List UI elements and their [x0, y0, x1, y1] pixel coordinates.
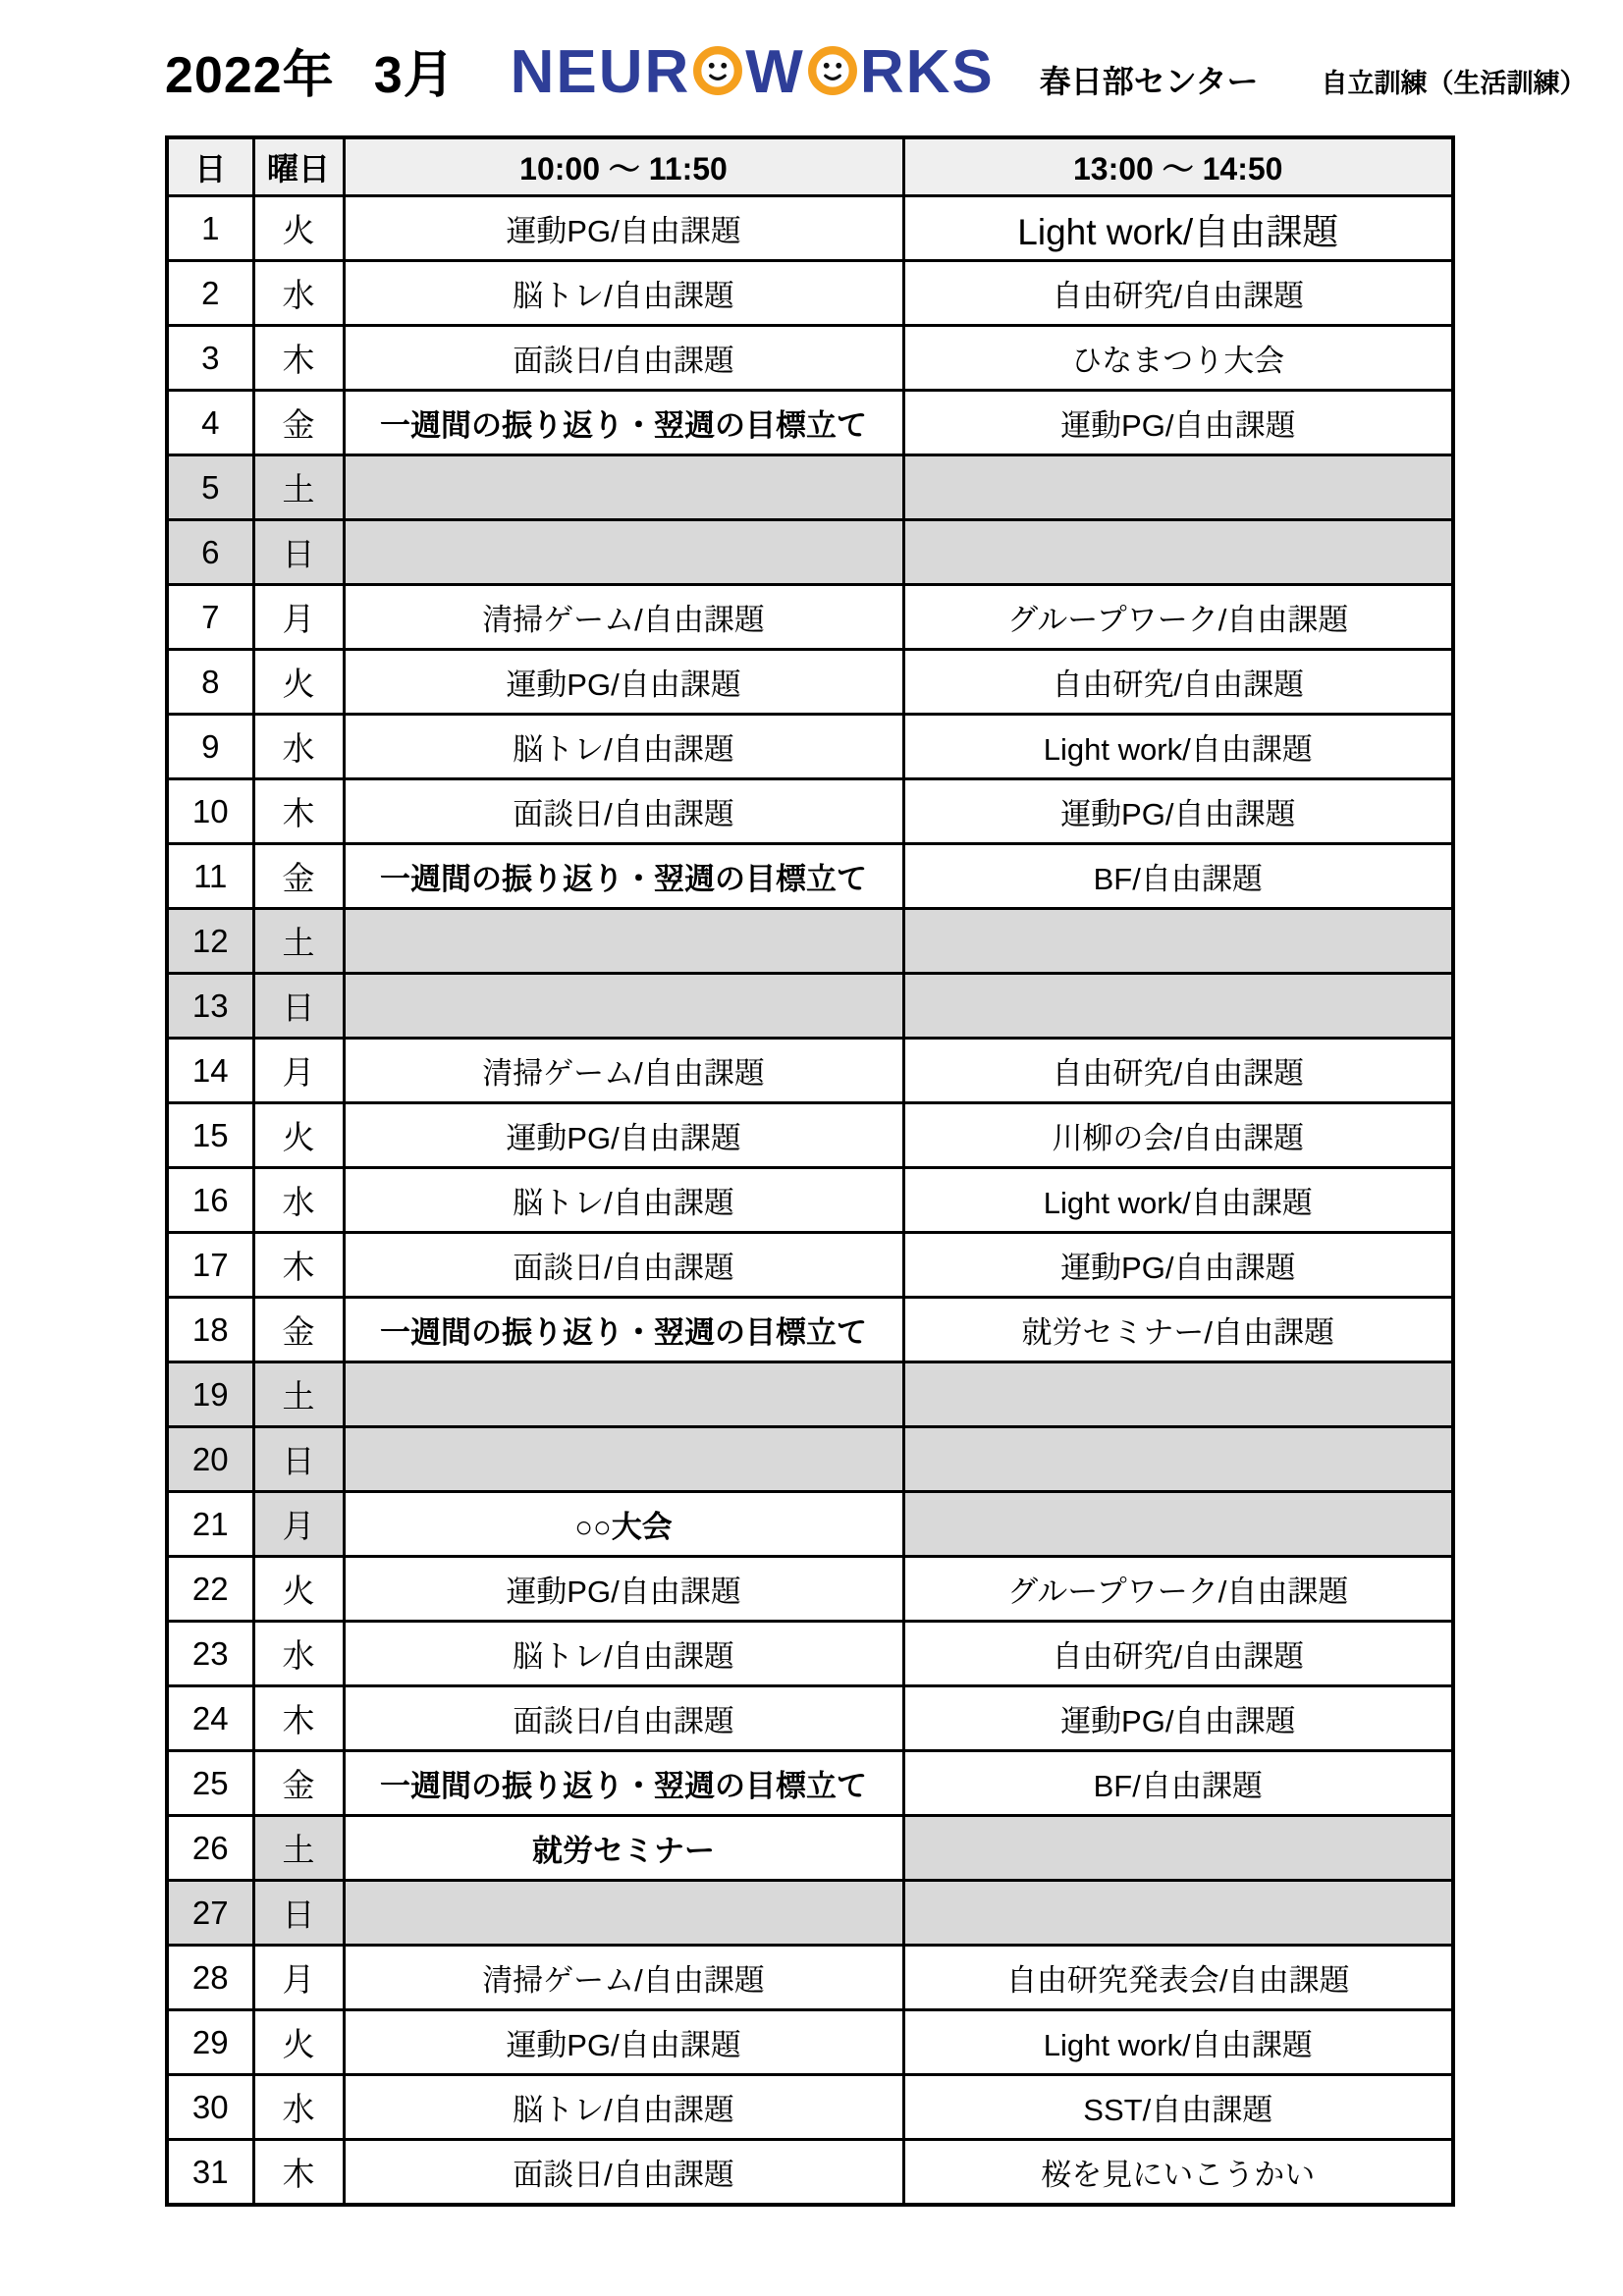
afternoon-cell: ひなまつり大会 [903, 326, 1453, 391]
table-row [167, 261, 1453, 326]
weekday-cell: 火 [253, 1557, 344, 1622]
day-cell: 3 [167, 326, 253, 391]
morning-cell [344, 974, 903, 1039]
table-row [167, 715, 1453, 779]
morning-cell: 運動PG/自由課題 [344, 1557, 903, 1622]
weekday-cell: 木 [253, 1686, 344, 1751]
day-cell: 14 [167, 1039, 253, 1103]
center-name: 春日部センター [1039, 64, 1259, 99]
weekday-cell: 水 [253, 2075, 344, 2140]
table-row [167, 1427, 1453, 1492]
morning-cell: 一週間の振り返り・翌週の目標立て [344, 1751, 903, 1816]
afternoon-cell: 自由研究発表会/自由課題 [903, 1946, 1453, 2010]
table-row [167, 1816, 1453, 1881]
morning-cell: 清掃ゲーム/自由課題 [344, 1039, 903, 1103]
weekday-cell: 金 [253, 844, 344, 909]
morning-cell: 運動PG/自由課題 [344, 2010, 903, 2075]
morning-cell: 就労セミナー [344, 1816, 903, 1881]
doc-header [165, 33, 1587, 107]
morning-cell: 一週間の振り返り・翌週の目標立て [344, 1298, 903, 1362]
table-row [167, 585, 1453, 650]
morning-cell: 運動PG/自由課題 [344, 1103, 903, 1168]
morning-cell: 一週間の振り返り・翌週の目標立て [344, 391, 903, 455]
table-row [167, 1557, 1453, 1622]
weekday-cell: 日 [253, 1881, 344, 1946]
table-row [167, 2010, 1453, 2075]
weekday-cell: 火 [253, 196, 344, 261]
day-cell: 5 [167, 455, 253, 520]
day-header: 日 [167, 137, 253, 196]
day-cell: 29 [167, 2010, 253, 2075]
day-cell: 1 [167, 196, 253, 261]
day-cell: 16 [167, 1168, 253, 1233]
afternoon-cell: Light work/自由課題 [903, 2010, 1453, 2075]
schedule-body [167, 196, 1453, 2206]
morning-header: 10:00 ～ 11:50 [344, 137, 903, 196]
logo-smiley-o-icon [692, 45, 743, 96]
day-cell: 2 [167, 261, 253, 326]
title-year: 2022年 [165, 47, 335, 104]
afternoon-header: 13:00 ～ 14:50 [903, 137, 1453, 196]
logo-smiley-o-icon [807, 45, 858, 96]
morning-cell: 脳トレ/自由課題 [344, 261, 903, 326]
morning-cell: 面談日/自由課題 [344, 2140, 903, 2206]
afternoon-cell [903, 1492, 1453, 1557]
weekday-cell: 火 [253, 2010, 344, 2075]
morning-cell: 清掃ゲーム/自由課題 [344, 585, 903, 650]
weekday-cell: 月 [253, 585, 344, 650]
table-row [167, 1751, 1453, 1816]
afternoon-cell [903, 1427, 1453, 1492]
table-row [167, 1039, 1453, 1103]
weekday-cell: 木 [253, 779, 344, 844]
day-cell: 25 [167, 1751, 253, 1816]
weekday-cell: 木 [253, 2140, 344, 2206]
afternoon-cell: 自由研究/自由課題 [903, 261, 1453, 326]
weekday-cell: 土 [253, 909, 344, 974]
day-cell: 23 [167, 1622, 253, 1686]
logo-text-3: RKS [859, 38, 995, 106]
table-row [167, 779, 1453, 844]
weekday-cell: 月 [253, 1039, 344, 1103]
day-cell: 21 [167, 1492, 253, 1557]
morning-cell: 面談日/自由課題 [344, 1686, 903, 1751]
day-cell: 22 [167, 1557, 253, 1622]
morning-cell: 運動PG/自由課題 [344, 650, 903, 715]
day-cell: 18 [167, 1298, 253, 1362]
morning-cell: ○○大会 [344, 1492, 903, 1557]
morning-cell [344, 1427, 903, 1492]
day-cell: 20 [167, 1427, 253, 1492]
day-cell: 31 [167, 2140, 253, 2206]
day-cell: 26 [167, 1816, 253, 1881]
day-cell: 9 [167, 715, 253, 779]
day-cell: 24 [167, 1686, 253, 1751]
table-row [167, 196, 1453, 261]
neuroworks-logo [511, 37, 995, 107]
afternoon-cell [903, 520, 1453, 585]
table-row [167, 1298, 1453, 1362]
weekday-cell: 金 [253, 1751, 344, 1816]
morning-cell: 脳トレ/自由課題 [344, 715, 903, 779]
logo-text-2: W [745, 38, 805, 106]
program-name: 自立訓練（生活訓練） [1321, 69, 1587, 98]
day-cell: 4 [167, 391, 253, 455]
day-cell: 10 [167, 779, 253, 844]
afternoon-cell: グループワーク/自由課題 [903, 585, 1453, 650]
weekday-cell: 木 [253, 1233, 344, 1298]
table-row [167, 391, 1453, 455]
weekday-cell: 日 [253, 1427, 344, 1492]
page-title [165, 33, 456, 107]
morning-cell [344, 1362, 903, 1427]
weekday-cell: 水 [253, 715, 344, 779]
table-row [167, 1103, 1453, 1168]
table-row [167, 974, 1453, 1039]
morning-cell: 面談日/自由課題 [344, 779, 903, 844]
day-cell: 8 [167, 650, 253, 715]
table-row [167, 1946, 1453, 2010]
table-row [167, 2075, 1453, 2140]
morning-cell [344, 909, 903, 974]
day-cell: 30 [167, 2075, 253, 2140]
weekday-cell: 月 [253, 1946, 344, 2010]
weekday-cell: 水 [253, 1622, 344, 1686]
weekday-cell: 土 [253, 455, 344, 520]
afternoon-cell: Light work/自由課題 [903, 196, 1453, 261]
table-row [167, 909, 1453, 974]
afternoon-cell [903, 1881, 1453, 1946]
weekday-cell: 金 [253, 1298, 344, 1362]
afternoon-cell [903, 974, 1453, 1039]
weekday-cell: 火 [253, 1103, 344, 1168]
weekday-cell: 水 [253, 1168, 344, 1233]
table-row [167, 1686, 1453, 1751]
afternoon-cell: 自由研究/自由課題 [903, 1622, 1453, 1686]
logo-text-1: NEUR [510, 38, 691, 106]
afternoon-cell: Light work/自由課題 [903, 1168, 1453, 1233]
day-cell: 7 [167, 585, 253, 650]
day-cell: 19 [167, 1362, 253, 1427]
table-row [167, 1233, 1453, 1298]
afternoon-cell [903, 455, 1453, 520]
table-row [167, 520, 1453, 585]
table-row [167, 455, 1453, 520]
afternoon-cell: 運動PG/自由課題 [903, 1686, 1453, 1751]
afternoon-cell: BF/自由課題 [903, 1751, 1453, 1816]
morning-cell: 一週間の振り返り・翌週の目標立て [344, 844, 903, 909]
afternoon-cell: Light work/自由課題 [903, 715, 1453, 779]
afternoon-cell: 川柳の会/自由課題 [903, 1103, 1453, 1168]
morning-cell: 運動PG/自由課題 [344, 196, 903, 261]
weekday-cell: 日 [253, 520, 344, 585]
weekday-cell: 月 [253, 1492, 344, 1557]
table-row [167, 1492, 1453, 1557]
table-row [167, 2140, 1453, 2206]
day-cell: 11 [167, 844, 253, 909]
day-cell: 13 [167, 974, 253, 1039]
day-cell: 28 [167, 1946, 253, 2010]
afternoon-cell: SST/自由課題 [903, 2075, 1453, 2140]
weekday-cell: 水 [253, 261, 344, 326]
weekday-cell: 土 [253, 1816, 344, 1881]
weekday-cell: 金 [253, 391, 344, 455]
schedule-table [165, 135, 1455, 2207]
afternoon-cell: 自由研究/自由課題 [903, 1039, 1453, 1103]
afternoon-cell [903, 1362, 1453, 1427]
afternoon-cell: 就労セミナー/自由課題 [903, 1298, 1453, 1362]
afternoon-cell [903, 909, 1453, 974]
afternoon-cell: グループワーク/自由課題 [903, 1557, 1453, 1622]
morning-cell: 面談日/自由課題 [344, 1233, 903, 1298]
afternoon-cell [903, 1816, 1453, 1881]
table-row [167, 1622, 1453, 1686]
day-cell: 17 [167, 1233, 253, 1298]
morning-cell: 脳トレ/自由課題 [344, 1622, 903, 1686]
table-row [167, 844, 1453, 909]
table-row [167, 650, 1453, 715]
morning-cell: 脳トレ/自由課題 [344, 2075, 903, 2140]
day-cell: 27 [167, 1881, 253, 1946]
afternoon-cell: BF/自由課題 [903, 844, 1453, 909]
afternoon-cell: 運動PG/自由課題 [903, 779, 1453, 844]
table-row [167, 1881, 1453, 1946]
morning-cell: 脳トレ/自由課題 [344, 1168, 903, 1233]
header-row [167, 137, 1453, 196]
day-cell: 15 [167, 1103, 253, 1168]
table-row [167, 1168, 1453, 1233]
weekday-header: 曜日 [253, 137, 344, 196]
morning-cell [344, 520, 903, 585]
weekday-cell: 木 [253, 326, 344, 391]
morning-cell [344, 1881, 903, 1946]
weekday-cell: 火 [253, 650, 344, 715]
afternoon-cell: 桜を見にいこうかい [903, 2140, 1453, 2206]
title-month: 3月 [373, 47, 456, 104]
weekday-cell: 日 [253, 974, 344, 1039]
afternoon-cell: 運動PG/自由課題 [903, 1233, 1453, 1298]
morning-cell: 面談日/自由課題 [344, 326, 903, 391]
afternoon-cell: 運動PG/自由課題 [903, 391, 1453, 455]
morning-cell [344, 455, 903, 520]
morning-cell: 清掃ゲーム/自由課題 [344, 1946, 903, 2010]
table-row [167, 326, 1453, 391]
day-cell: 12 [167, 909, 253, 974]
afternoon-cell: 自由研究/自由課題 [903, 650, 1453, 715]
weekday-cell: 土 [253, 1362, 344, 1427]
table-row [167, 1362, 1453, 1427]
day-cell: 6 [167, 520, 253, 585]
